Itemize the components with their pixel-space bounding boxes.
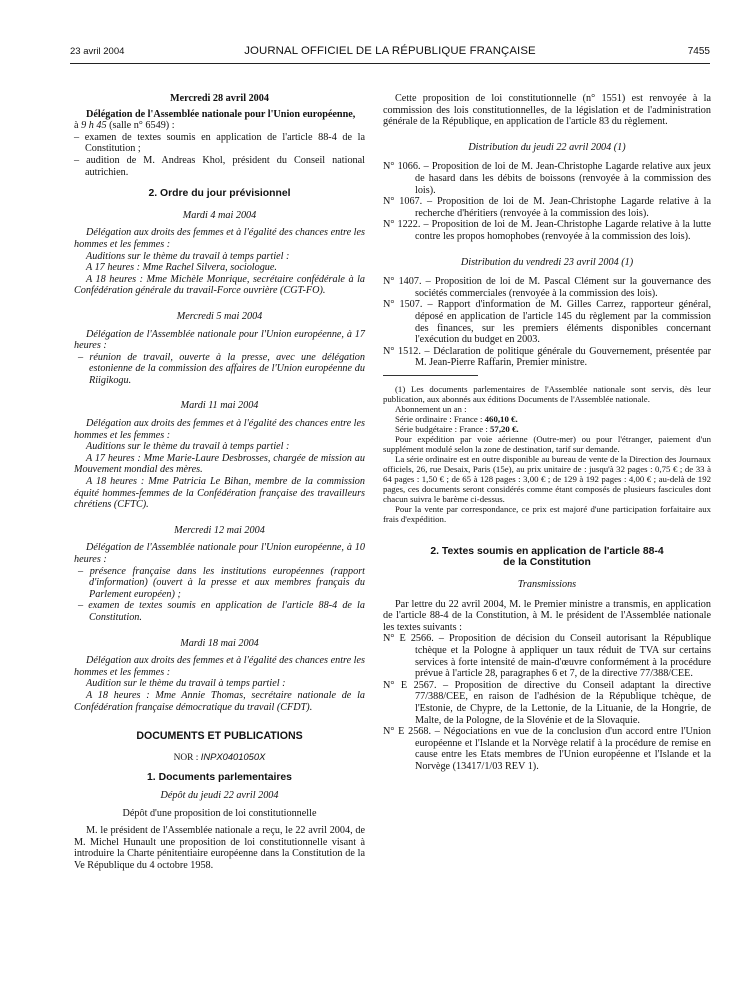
subheading: Dépôt d'une proposition de loi constitutionnelle — [122, 807, 317, 819]
section-date: Mardi 18 mai 2004 — [180, 637, 259, 649]
organ-title: Délégation aux droits des femmes et à l'égalité des chances entre les hommes et les femmes : — [74, 655, 365, 678]
transmission-item: N° E 2568. – Négociations en vue de la conclusion d'un accord entre l'Union européenne et l'Islande et la Norvège relatif à la procédure de remise en cause entre les Etats membres de l'Union européenne et l'Islande et la Norvège (13417/1/03 REV 1). — [383, 726, 711, 772]
document-item: N° 1407. – Proposition de loi de M. Pascal Clément sur la gouvernance des sociétés commerciales (renvoyée à la commission des lois). — [383, 276, 711, 299]
section-heading: de la Constitution — [503, 557, 591, 569]
section-date: Dépôt du jeudi 22 avril 2004 — [160, 789, 279, 801]
agenda-item: – examen de textes soumis en application de l'article 88-4 de la Constitution ; — [74, 131, 365, 155]
distribution-title: Distribution du vendredi 23 avril 2004 (1) — [460, 256, 634, 268]
right-column — [383, 93, 711, 773]
transmission-item: N° E 2566. – Proposition de décision du Conseil autorisant la République tchèque et la Pologne à appliquer un taux réduit de TVA sur certains services à forte intensité de main-d'œuvre conformément à la procédure prévue à l'article 28, paragraphes 6 et 7, de la directive 77/388/CEE. — [383, 633, 711, 680]
document-item: N° 1222. – Proposition de loi de M. Jean-Christophe Lagarde relative à la lutte contre les propos homophobes (renvoyée à la commission des lois). — [383, 219, 711, 242]
audition-item: A 17 heures : Mme Rachel Silvera, sociologue. — [86, 262, 277, 274]
section-date: Mercredi 5 mai 2004 — [176, 310, 263, 322]
agenda-item: – réunion de travail, ouverte à la presse, avec une délégation estonienne de la commission des affaires de l'Union européenne du Riigikogu. — [78, 351, 365, 386]
audition-title: Auditions sur le thème du travail à temps partiel : — [86, 441, 290, 453]
agenda-item: – examen de textes soumis en application de l'article 88-4 de la Constitution. — [78, 600, 365, 623]
section-heading: 2. Textes soumis en application de l'article 88-4 — [430, 545, 664, 557]
audition-item: A 18 heures : Mme Annie Thomas, secrétaire nationale de la Confédération française démocratique du travail (CFDT). — [74, 689, 365, 713]
document-item: N° 1067. – Proposition de loi de M. Jean-Christophe Lagarde relative à la recherche d'héritiers (renvoyée à la commission des lois). — [383, 196, 711, 219]
organ-title: Délégation de l'Assemblée nationale pour l'Union européenne, à 10 heures : — [74, 542, 365, 565]
section-heading: 2. Ordre du jour prévisionnel — [148, 188, 291, 200]
deposit-text: M. le président de l'Assemblée nationale a reçu, le 22 avril 2004, de M. Michel Hunault une proposition de loi constitutionnelle visant à introduire la Charte pénitentiaire européenne dans la Constitution de la Ve République du 4 octobre 1958. — [74, 825, 365, 871]
section-date: Mardi 11 mai 2004 — [180, 400, 259, 412]
organ-title: Délégation de l'Assemblée nationale pour l'Union européenne, — [86, 108, 356, 120]
audition-title: Audition sur le thème du travail à temps partiel : — [86, 678, 286, 690]
header-date: 23 avril 2004 — [70, 46, 125, 57]
transmission-item: N° E 2567. – Proposition de directive du Conseil adaptant la directive 77/388/CEE, en raison de l'adhésion de la République tchèque, de l'Estonie, de Chypre, de la Lettonie, de la Lituanie, de la Hongrie, de Malte, de la Pologne, de la Slovénie et de la Slovaquie. — [383, 679, 711, 726]
audition-item: A 17 heures : Mme Marie-Laure Desbrosses, chargée de mission au Mouvement mondial des mères. — [74, 452, 365, 476]
section-heading: 1. Documents parlementaires — [147, 772, 292, 784]
agenda-item: – audition de M. Andreas Khol, président du Conseil national autrichien. — [74, 154, 365, 178]
audition-item: A 18 heures : Mme Patricia Le Bihan, membre de la commission équité hommes-femmes de la Confédération française des travailleurs chrétiens (CFTC). — [74, 476, 365, 511]
header-rule — [70, 63, 710, 64]
documents-heading: DOCUMENTS ET PUBLICATIONS — [136, 730, 303, 743]
left-column — [74, 93, 365, 871]
nor-reference: NOR : INPX0401050X — [173, 750, 266, 763]
footnote: (1) Les documents parlementaires de l'Assemblée nationale sont servis, dès leur publication, aux abonnés aux éditions Documents de l'Assemblée nationale. Abonnement un an : Série ordinaire : France : 460,10 €. Série budgétaire : France : 57,20 €. Pour expédition par voie aérienne (Outre-mer) ou pour l'étranger, paiement d'un supplément modulé selon la zone de destination, tarif sur demande. La série ordinaire est en outre disponible au bureau de vente de la Direction des Journaux officiels, 26, rue Desaix, Paris (15e), au prix unitaire de : jusqu'à 32 pages : 0,75 € ; de 33 à 64 pages : 1,50 € ; de 65 à 128 pages : 3,00 € ; de 129 à 192 pages : 4,00 € ; au-delà de 192 pages, ces documents seront considérés comme étant composés de plusieurs fascicules dont chacun suivra le barème ci-dessus. Pour la vente par correspondance, ce prix est majoré d'une participation forfaitaire aux frais d'expédition. — [383, 383, 711, 524]
section-date: Mercredi 28 avril 2004 — [170, 93, 269, 104]
organ-title: Délégation de l'Assemblée nationale pour l'Union européenne, à 17 heures : — [74, 328, 365, 352]
document-item: N° 1507. – Rapport d'information de M. Gilles Carrez, rapporteur général, déposé en application de l'article 145 du règlement par la commission des finances, sur les premiers éléments disponibles concernant l'exécution du budget en 2003. — [383, 299, 711, 346]
document-item: N° 1066. – Proposition de loi de M. Jean-Christophe Lagarde relative aux jeux de hasard dans les débits de boissons (renvoyée à la commission des lois). — [383, 161, 711, 196]
organ-title: Délégation aux droits des femmes et à l'égalité des chances entre les hommes et les femmes : — [74, 227, 365, 250]
referral-text: Cette proposition de loi constitutionnelle (n° 1551) est renvoyée à la commission des lois constitutionnelles, de la législation et de l'administration générale de la République, en application de l'article 83 du règlement. — [383, 93, 711, 128]
document-item: N° 1512. – Déclaration de politique générale du Gouvernement, présentée par M. Jean-Pierre Raffarin, Premier ministre. — [383, 345, 711, 369]
section-date: Mercredi 12 mai 2004 — [174, 524, 265, 536]
page-header — [70, 46, 710, 60]
audition-title: Auditions sur le thème du travail à temps partiel : — [86, 250, 290, 262]
section-date: Mardi 4 mai 2004 — [182, 209, 257, 221]
transmissions-title: Transmissions — [517, 579, 577, 591]
footnote-rule — [383, 375, 478, 376]
audition-item: A 18 heures : Mme Michèle Monrique, secrétaire confédérale à la Confédération générale du travail-Force ouvrière (CGT-FO). — [74, 273, 365, 297]
header-page-number: 7455 — [687, 46, 710, 57]
meeting-time: à 9 h 45 (salle n° 6549) : — [74, 120, 175, 132]
distribution-title: Distribution du jeudi 22 avril 2004 (1) — [468, 141, 626, 153]
header-title: JOURNAL OFFICIEL DE LA RÉPUBLIQUE FRANÇAISE — [244, 45, 536, 57]
transmission-intro: Par lettre du 22 avril 2004, M. le Premier ministre a transmis, en application de l'article 88-4 de la Constitution, à M. le président de l'Assemblée nationale les textes suivants : — [383, 598, 711, 633]
organ-title: Délégation aux droits des femmes et à l'égalité des chances entre les hommes et les femmes : — [74, 418, 365, 441]
agenda-item: – présence française dans les institutions européennes (rapport d'information) (ouvert à la presse et aux membres français du Parlement européen) ; — [78, 565, 365, 600]
